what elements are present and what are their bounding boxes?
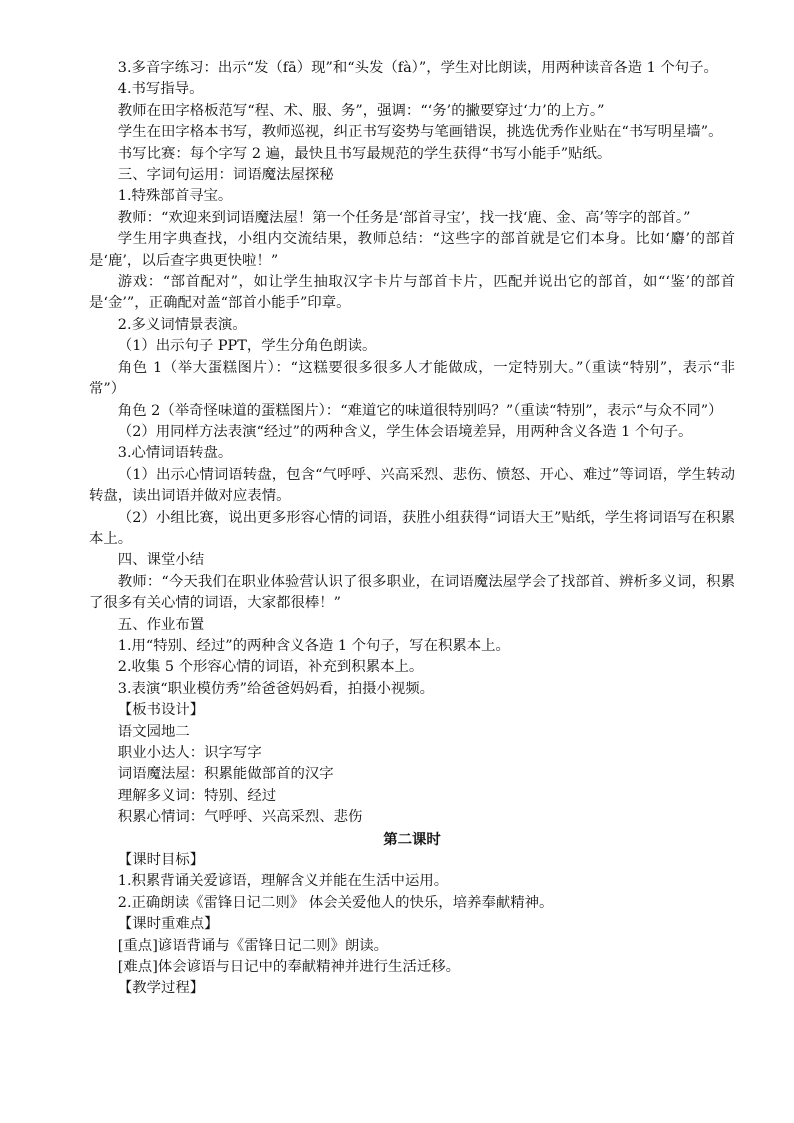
text-line: （1）出示心情词语转盘，包含“气呼呼、兴高采烈、悲伤、愤怒、开心、难过”等词语，学生转动转盘，读出词语并做对应表情。 xyxy=(89,466,735,505)
text-line: 教师：“今天我们在职业体验营认识了很多职业，在词语魔法屋学会了找部首、辨析多义词，积累了很多有关心情的词语，大家都很棒！” xyxy=(89,573,735,612)
text-line: （2）小组比赛，说出更多形容心情的词语，获胜小组获得“词语大王”贴纸，学生将词语写在积累本上。 xyxy=(89,509,735,547)
text-line: 1.用“特别、经过”的两种含义各造 1 个句子，写在积累本上。 xyxy=(117,637,510,654)
text-line: 职业小达人：识字写字 xyxy=(117,745,262,761)
text-line: 游戏：“部首配对”，如让学生抽取汉字卡片与部首卡片，匹配并说出它的部首，如“‘鉴’的部首是‘金’”，正确配对盖“部首小能手”印章。 xyxy=(89,274,735,312)
text-line: 1.积累背诵关爱谚语，理解含义并能在生活中运用。 xyxy=(117,873,449,890)
text-line: 3.多音字练习：出示“发（fā）现”和“头发（fà）”，学生对比朗读，用两种读音各造 1 个句子。 xyxy=(117,60,718,76)
text-line: 积累心情词：气呼呼、兴高采烈、悲伤 xyxy=(117,809,363,826)
text-line: 【教学过程】 xyxy=(117,980,205,997)
text-line: 【板书设计】 xyxy=(117,702,205,719)
text-line: 书写比赛：每个字写 2 遍，最快且书写最规范的学生获得“书写小能手”贴纸。 xyxy=(117,145,612,162)
text-line: 语文园地二 xyxy=(117,723,190,740)
text-line: 1.特殊部首寻宝。 xyxy=(117,188,233,205)
lesson-body-part1 xyxy=(89,58,735,829)
text-line: 2.多义词情景表演。 xyxy=(117,316,247,333)
document-page xyxy=(89,58,735,1000)
text-line: 2.正确朗读《雷锋日记二则》 体会关爱他人的快乐，培养奉献精神。 xyxy=(117,894,554,911)
lesson-body-part2 xyxy=(89,850,735,1000)
text-line: 4.书写指导。 xyxy=(117,81,204,98)
section-title: 第二课时 xyxy=(383,830,441,848)
text-line: 3.心情词语转盘。 xyxy=(117,445,233,462)
text-line: 教师：“欢迎来到词语魔法屋！第一个任务是‘部首寻宝’，找一找‘鹿、金、高’等字的部首。” xyxy=(117,209,691,226)
text-line: 2.收集 5 个形容心情的词语，补充到积累本上。 xyxy=(117,659,424,676)
text-line: 教师在田字格板范写“程、术、服、务”，强调：“‘务’的撇要穿过‘力’的上方。” xyxy=(117,102,605,119)
text-line: 学生用字典查找，小组内交流结果，教师总结：“这些字的部首就是它们本身。比如‘麝’的部首是‘鹿’，以后查字典更快啦！” xyxy=(89,231,735,269)
text-line: 五、作业布置 xyxy=(117,616,205,633)
text-line: [难点]体会谚语与日记中的奉献精神并进行生活迁移。 xyxy=(117,959,461,976)
text-line: 理解多义词：特别、经过 xyxy=(117,787,277,804)
text-line: 【课时目标】 xyxy=(117,852,205,869)
text-line: 三、字词句运用：词语魔法屋探秘 xyxy=(117,167,334,184)
text-line: 学生在田字格本书写，教师巡视，纠正书写姿势与笔画错误，挑选优秀作业贴在“书写明星墙”。 xyxy=(117,124,723,141)
text-line: 角色 1（举大蛋糕图片）：“这糕要很多很多人才能做成，一定特别大。”（重读“特别”，表示“非常”） xyxy=(89,359,735,398)
text-line: 词语魔法屋：积累能做部首的汉字 xyxy=(117,766,334,783)
text-line: （1）出示句子 PPT，学生分角色朗读。 xyxy=(117,338,377,355)
text-line: 四、课堂小结 xyxy=(117,552,205,569)
text-line: 角色 2（举奇怪味道的蛋糕图片）：“难道它的味道很特别吗？”（重读“特别”，表示“与众不同”） xyxy=(117,402,723,419)
text-line: 【课时重难点】 xyxy=(117,916,219,933)
text-line: （2）用同样方法表演“经过”的两种含义，学生体会语境差异，用两种含义各造 1 个句子。 xyxy=(117,423,693,440)
text-line: [重点]谚语背诵与《雷锋日记二则》朗读。 xyxy=(117,937,389,954)
text-line: 3.表演“职业模仿秀”给爸爸妈妈看，拍摄小视频。 xyxy=(117,680,435,697)
